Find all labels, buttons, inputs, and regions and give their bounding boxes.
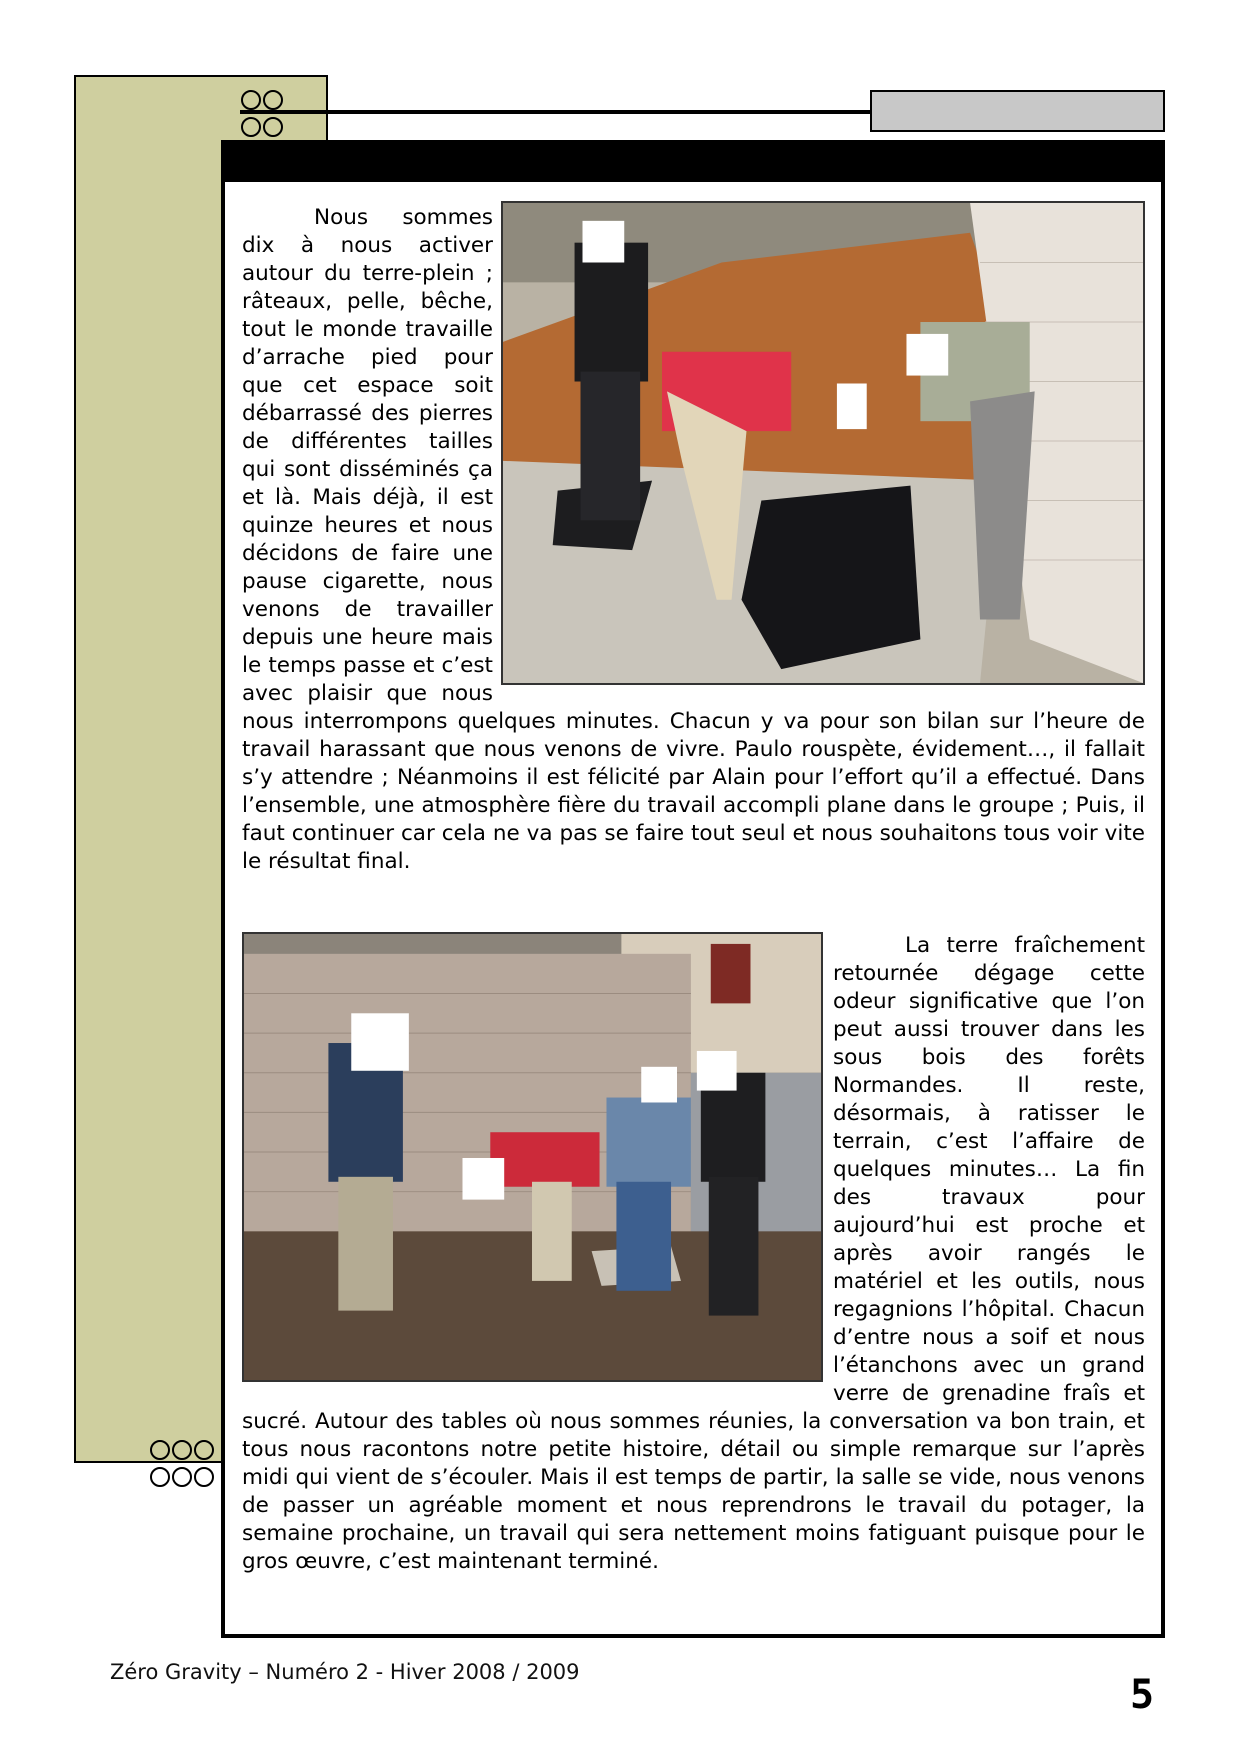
decorative-circles-bottom bbox=[150, 1440, 224, 1494]
garden-work-photo-1 bbox=[501, 201, 1145, 685]
circle-icon bbox=[263, 90, 283, 110]
page-number: 5 bbox=[1130, 1672, 1155, 1718]
header-grey-box bbox=[870, 90, 1165, 132]
circle-icon bbox=[241, 90, 261, 110]
circle-icon bbox=[172, 1440, 192, 1460]
circle-icon bbox=[150, 1467, 170, 1487]
circle-icon bbox=[194, 1440, 214, 1460]
paragraph-1: Nous sommes dix à nous activer autour du terre-plein ; râteaux, pelle, bêche, tout le monde travaille d’arrache pied pour que cet espace soit débarrassé des pierres de différentes tailles qui sont disséminés ça et là. Mais déjà, il est quinze heures et nous décidons de faire une pause cigarette, nous venons de travailler depuis une heure mais le temps passe et c’est avec plaisir que nous nous interrompons quelques minutes. Chacun y va pour son bilan sur l’heure de travail harassant que nous venons de vivre. Paulo rouspète, évidement…, il fallait s’y attendre ; Néanmoins il est félicité par Alain pour l’effort qu’il a effectué. Dans l’ensemble, une atmosphère fière du travail accompli plane dans le groupe ; Puis, il faut continuer car cela ne va pas se faire tout seul et nous souhaitons tous voir vite le résultat final. bbox=[242, 205, 1145, 874]
garden-work-photo-2 bbox=[242, 932, 823, 1382]
article-body bbox=[242, 204, 1145, 1576]
circle-icon bbox=[263, 117, 283, 137]
circle-icon bbox=[241, 117, 261, 137]
circle-icon bbox=[150, 1440, 170, 1460]
publication-footer: Zéro Gravity – Numéro 2 - Hiver 2008 / 2009 bbox=[110, 1660, 580, 1684]
circle-icon bbox=[194, 1467, 214, 1487]
paragraph-2: La terre fraîchement retournée dégage cette odeur significative que l’on peut aussi trouver dans les sous bois des forêts Normandes. Il reste, désormais, à ratisser le terrain, c’est l’affaire de quelques minutes… La fin des travaux pour aujourd’hui est proche et après avoir rangés le matériel et les outils, nous regagnions l’hôpital. Chacun d’entre nous a soif et nous l’étanchons avec un grand verre de grenadine fraîs et sucré. Autour des tables où nous sommes réunies, la conversation va bon train, et tous nous racontons notre petite histoire, détail ou simple remarque sur l’après midi qui vient de s’écouler. Mais il est temps de partir, la salle se vide, nous venons de passer un agréable moment et nous reprendrons le travail du potager, la semaine prochaine, un travail qui sera nettement moins fatiguant puisque pour le gros œuvre, c’est maintenant terminé. bbox=[242, 933, 1145, 1574]
decorative-circles-top bbox=[241, 90, 287, 144]
sidebar-olive-panel bbox=[74, 75, 223, 1463]
garden-photo-1-image bbox=[503, 203, 1143, 683]
garden-photo-2-image bbox=[244, 934, 821, 1380]
circle-icon bbox=[172, 1467, 192, 1487]
article-title-bar bbox=[221, 140, 1165, 182]
